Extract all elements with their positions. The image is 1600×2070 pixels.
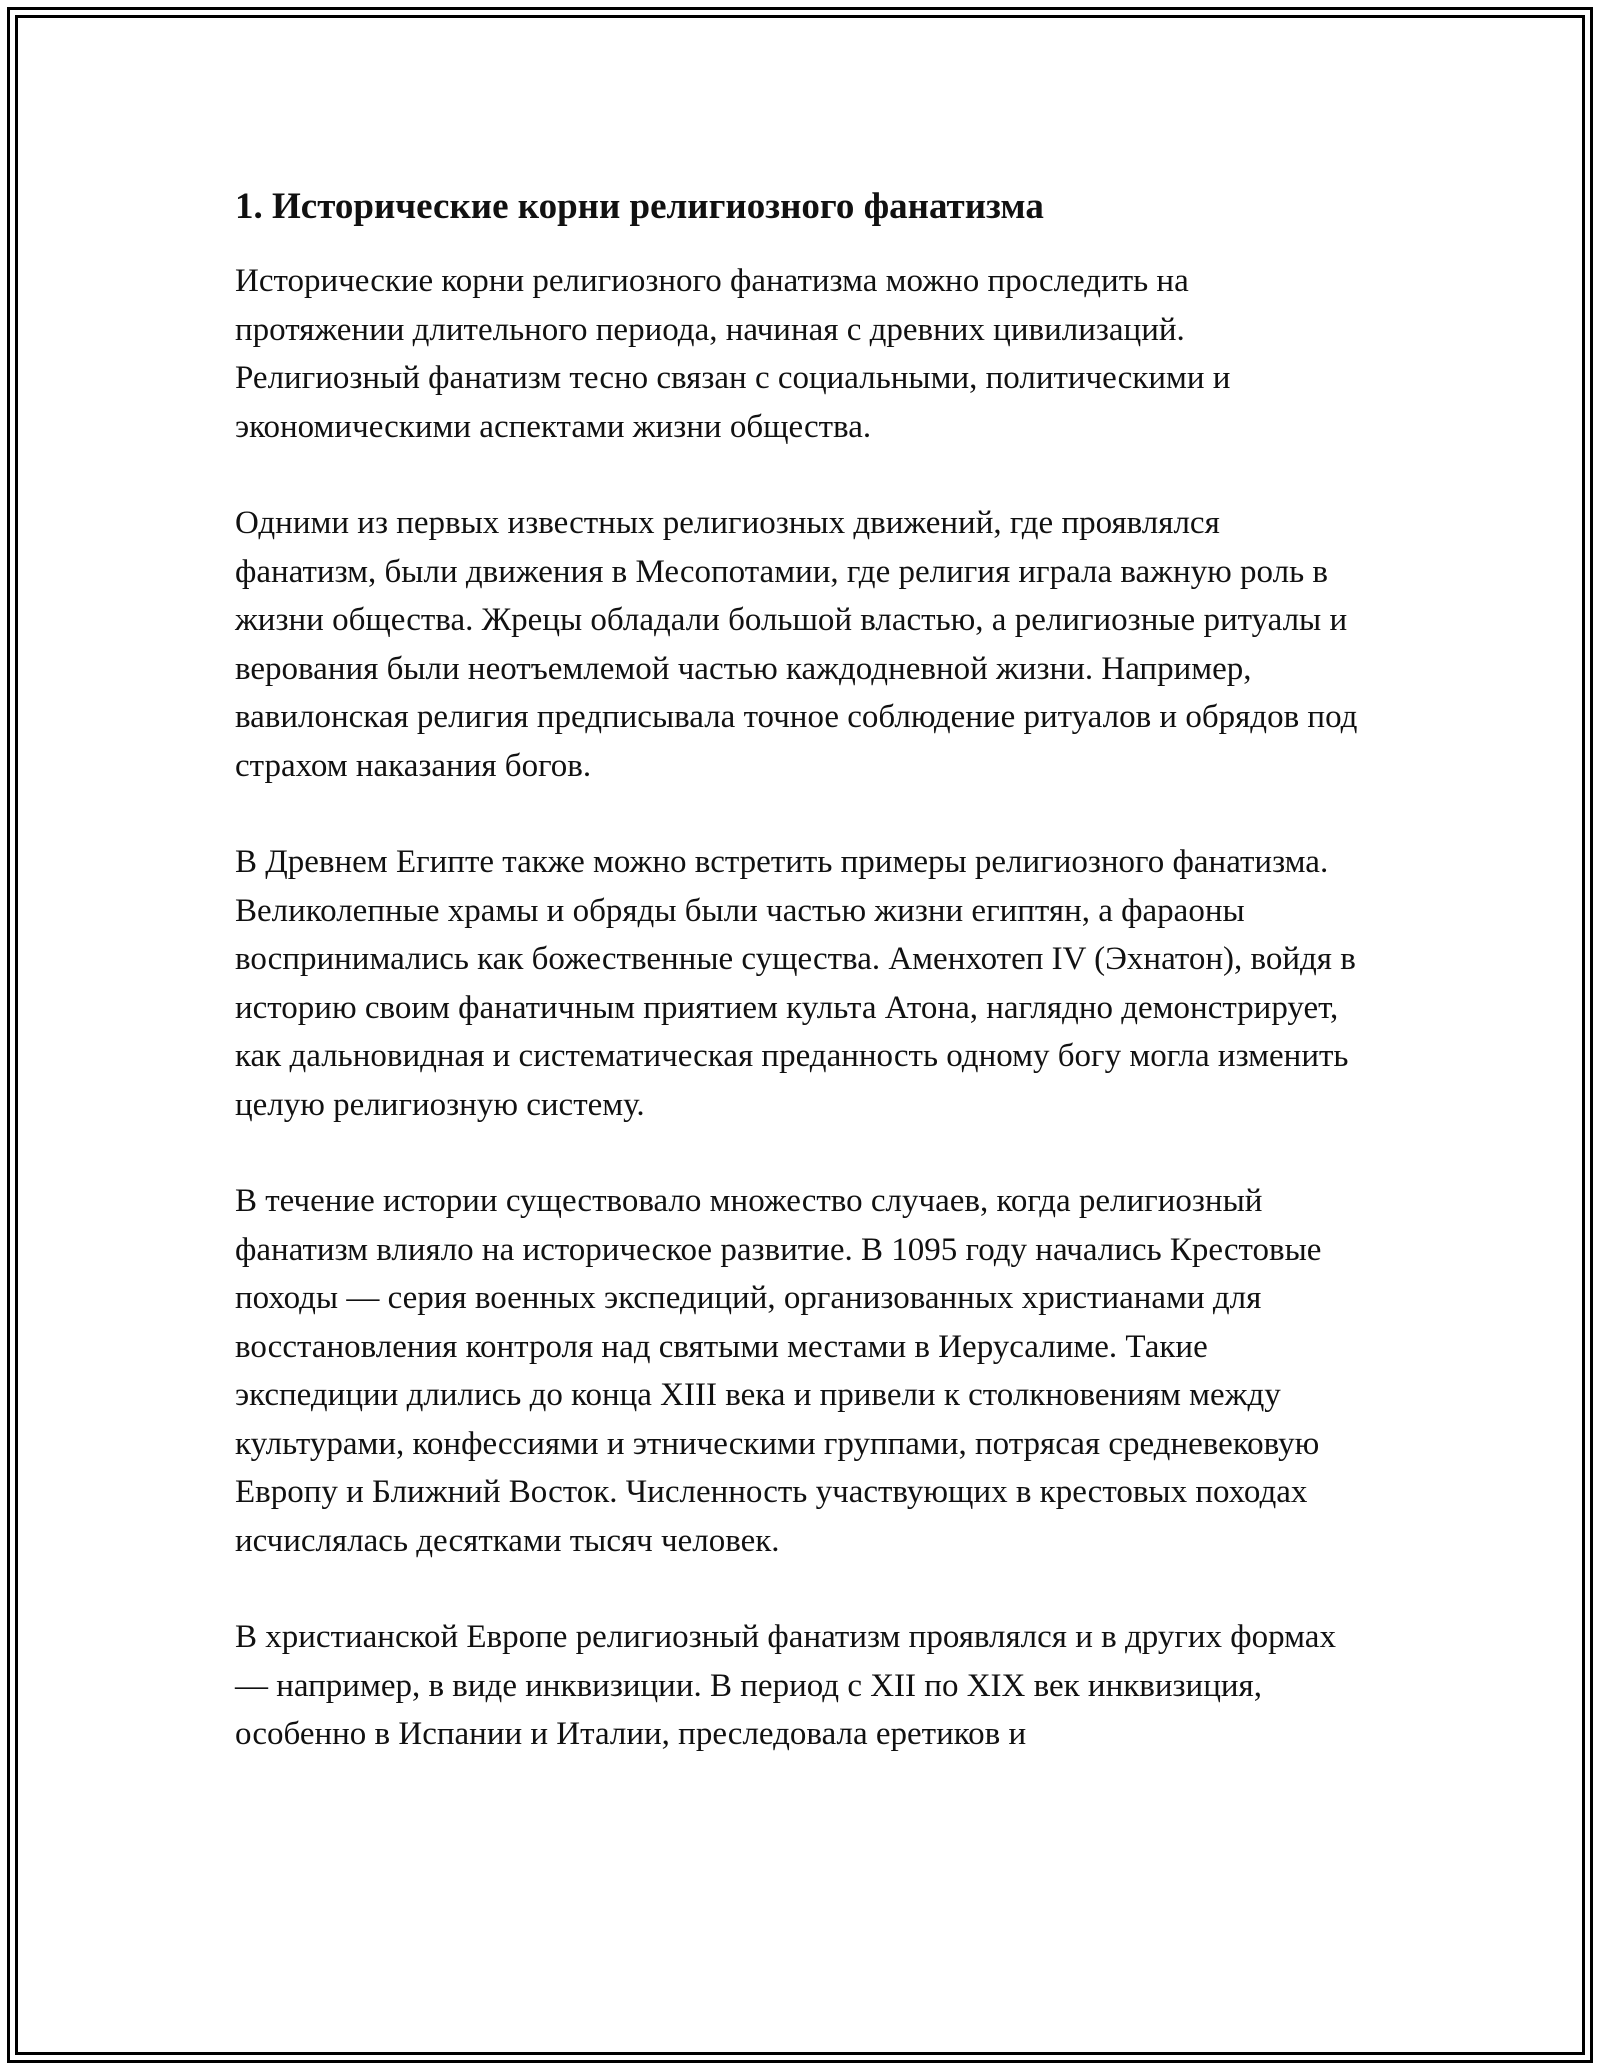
paragraph-2: Одними из первых известных религиозных движений, где проявлялся фанатизм, были движения в Месопотамии, где религия играла важную роль в жизни общества. Жрецы обладали большой властью, а религиозные ритуалы и верования были неотъемлемой частью каждодневной жизни. Например, вавилонская религия предписывала точное соблюдение ритуалов и обрядов под страхом наказания богов. (235, 505, 1358, 784)
document-body (235, 183, 1365, 1759)
paragraph-1: Исторические корни религиозного фанатизма можно проследить на протяжении длительного периода, начиная с древних цивилизаций. Религиозный фанатизм тесно связан с социальными, политическими и экономическими аспектами жизни общества. (235, 263, 1231, 445)
paragraph-3: В Древнем Египте также можно встретить примеры религиозного фанатизма. Великолепные храмы и обряды были частью жизни египтян, а фараоны воспринимались как божественные существа. Аменхотеп IV (Эхнатон), войдя в историю своим фанатичным приятием культа Атона, наглядно демонстрирует, как дальновидная и систематическая преданность одному богу могла изменить целую религиозную систему. (235, 844, 1356, 1123)
section-heading: 1. Исторические корни религиозного фанатизма (235, 186, 1044, 227)
paragraph-4: В течение истории существовало множество случаев, когда религиозный фанатизм влияло на историческое развитие. В 1095 году начались Крестовые походы — серия военных экспедиций, организованных христианами для восстановления контроля над святыми местами в Иерусалиме. Такие экспедиции длились до конца XIII века и привели к столкновениям между культурами, конфессиями и этническими группами, потрясая средневековую Европу и Ближний Восток. Численность участвующих в крестовых походах исчислялась десятками тысяч человек. (235, 1183, 1322, 1559)
paragraph-5: В христианской Европе религиозный фанатизм проявлялся и в других формах — например, в виде инквизиции. В период с XII по XIX век инквизиция, особенно в Испании и Италии, преследовала еретиков и (235, 1619, 1336, 1753)
